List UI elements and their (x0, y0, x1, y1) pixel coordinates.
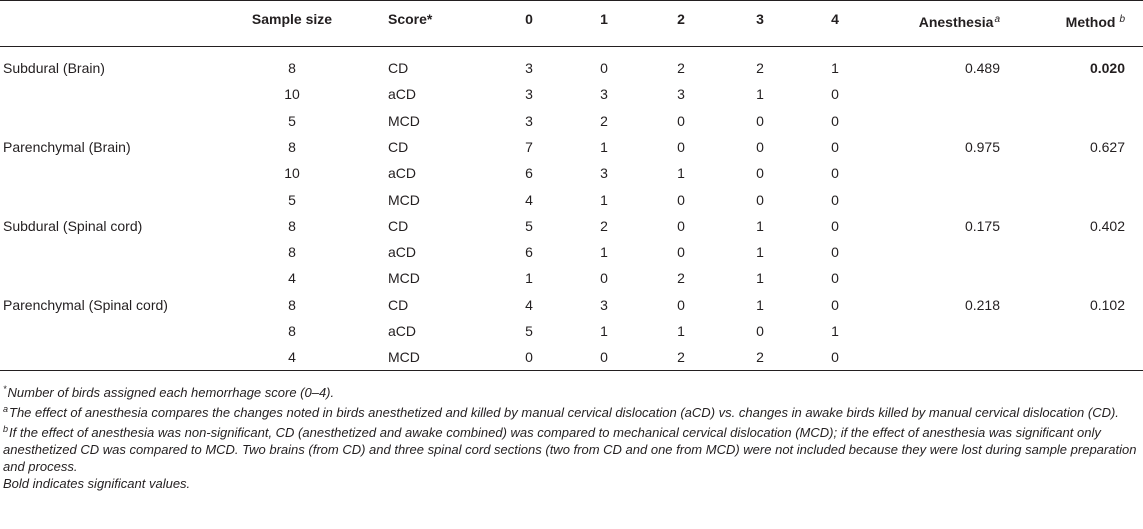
table-footnotes (3, 381, 1139, 492)
cell-score-method: MCD (388, 113, 420, 129)
cell-anesthesia-p: 0.218 (964, 297, 1000, 313)
cell-score-2: 2 (677, 349, 685, 365)
cell-score-1: 1 (600, 244, 608, 260)
cell-score-method: CD (388, 297, 409, 313)
cell-score-4: 0 (831, 192, 839, 208)
table-row (0, 297, 1143, 323)
cell-method-p: 0.627 (1089, 139, 1125, 155)
cell-score-1: 1 (600, 323, 608, 339)
cell-score-3: 1 (756, 297, 764, 313)
cell-score-0: 0 (525, 349, 533, 365)
cell-score-0: 3 (525, 113, 533, 129)
cell-score-method: aCD (388, 165, 417, 181)
table-header-row (0, 11, 1143, 37)
cell-score-0: 6 (525, 244, 533, 260)
cell-sample-size: 5 (288, 192, 296, 208)
cell-score-2: 0 (677, 244, 685, 260)
table-row (0, 60, 1143, 86)
header-score-4: 4 (831, 11, 839, 27)
cell-score-1: 0 (600, 349, 608, 365)
table-row (0, 139, 1143, 165)
cell-score-4: 0 (831, 349, 839, 365)
cell-score-1: 1 (600, 139, 608, 155)
cell-sample-size: 8 (288, 139, 296, 155)
cell-score-0: 5 (525, 323, 533, 339)
cell-score-method: CD (388, 218, 409, 234)
cell-score-3: 1 (756, 244, 764, 260)
footnote-a (3, 401, 1139, 421)
cell-score-2: 0 (677, 113, 685, 129)
cell-sample-size: 8 (288, 244, 296, 260)
cell-sample-size: 8 (288, 323, 296, 339)
header-score: Score* (388, 11, 433, 27)
header-score-3: 3 (756, 11, 764, 27)
cell-score-0: 3 (525, 60, 533, 76)
footnote-a-text: The effect of anesthesia compares the changes noted in birds anesthetized and killed by manual cervical dislocation (aCD) vs. changes in awake birds killed by manual cervical dislocation (CD). (9, 405, 1119, 420)
header-score-2: 2 (677, 11, 685, 27)
cell-score-1: 2 (600, 218, 608, 234)
cell-score-4: 0 (831, 270, 839, 286)
table-top-rule (0, 0, 1143, 1)
cell-score-3: 0 (756, 165, 764, 181)
header-sample-size: Sample size (251, 11, 333, 27)
cell-anesthesia-p: 0.175 (964, 218, 1000, 234)
cell-score-3: 1 (756, 86, 764, 102)
cell-score-1: 1 (600, 192, 608, 208)
cell-sample-label: Parenchymal (Brain) (3, 139, 131, 155)
cell-score-0: 4 (525, 297, 533, 313)
header-score-0: 0 (525, 11, 533, 27)
cell-score-4: 0 (831, 86, 839, 102)
cell-score-1: 0 (600, 60, 608, 76)
footnote-star-mark: * (3, 384, 7, 394)
cell-score-4: 0 (831, 218, 839, 234)
footnote-star-text: Number of birds assigned each hemorrhage score (0–4). (7, 385, 335, 400)
cell-score-2: 1 (677, 323, 685, 339)
cell-method-p: 0.020 (1089, 60, 1125, 76)
footnote-a-mark: a (3, 404, 9, 414)
table-row (0, 165, 1143, 191)
cell-score-method: MCD (388, 192, 420, 208)
cell-score-1: 2 (600, 113, 608, 129)
cell-score-2: 2 (677, 270, 685, 286)
cell-score-3: 0 (756, 323, 764, 339)
cell-score-1: 0 (600, 270, 608, 286)
cell-score-method: MCD (388, 349, 420, 365)
cell-score-0: 4 (525, 192, 533, 208)
cell-score-3: 2 (756, 60, 764, 76)
cell-score-0: 6 (525, 165, 533, 181)
cell-score-2: 3 (677, 86, 685, 102)
cell-score-4: 0 (831, 244, 839, 260)
footnote-star (3, 381, 1139, 401)
cell-score-4: 1 (831, 60, 839, 76)
cell-score-3: 0 (756, 113, 764, 129)
footnote-b (3, 421, 1139, 475)
table-row (0, 192, 1143, 218)
cell-score-3: 1 (756, 218, 764, 234)
cell-sample-size: 8 (288, 297, 296, 313)
footnote-bold-note: Bold indicates significant values. (3, 476, 191, 491)
header-method (1000, 11, 1125, 31)
footnote-b-text: If the effect of anesthesia was non-significant, CD (anesthetized and awake combined) was compared to mechanical cervical dislocation (MCD); if the effect of anesthesia was significant only anesthetized CD was compared to MCD. Two brains (from CD) and three spinal cord sections (two from CD and one from MCD) were not included because they were lost during sample preparation and process. (3, 425, 1137, 474)
cell-method-p: 0.402 (1089, 218, 1125, 234)
cell-score-method: aCD (388, 323, 417, 339)
cell-sample-label: Parenchymal (Spinal cord) (3, 297, 168, 313)
cell-score-method: CD (388, 60, 409, 76)
table-row (0, 323, 1143, 349)
cell-score-3: 1 (756, 270, 764, 286)
cell-sample-label: Subdural (Brain) (3, 60, 105, 76)
cell-score-1: 3 (600, 165, 608, 181)
cell-score-method: aCD (388, 244, 417, 260)
cell-score-2: 0 (677, 218, 685, 234)
cell-anesthesia-p: 0.975 (964, 139, 1000, 155)
cell-sample-size: 8 (288, 218, 296, 234)
header-anesthesia (880, 11, 1000, 31)
table-row (0, 349, 1143, 375)
cell-score-method: MCD (388, 270, 420, 286)
table-row (0, 113, 1143, 139)
cell-score-method: aCD (388, 86, 417, 102)
header-method-label: Method (1065, 14, 1116, 30)
cell-sample-size: 5 (288, 113, 296, 129)
cell-score-4: 0 (831, 139, 839, 155)
cell-score-1: 3 (600, 86, 608, 102)
table-bottom-rule (0, 370, 1143, 371)
cell-score-4: 0 (831, 113, 839, 129)
footnote-b-mark: b (3, 424, 9, 434)
cell-score-method: CD (388, 139, 409, 155)
cell-score-2: 0 (677, 192, 685, 208)
header-method-sup: b (1119, 14, 1125, 25)
cell-score-2: 0 (677, 139, 685, 155)
cell-sample-size: 10 (284, 165, 300, 181)
cell-sample-label: Subdural (Spinal cord) (3, 218, 143, 234)
cell-score-4: 1 (831, 323, 839, 339)
cell-score-3: 0 (756, 192, 764, 208)
cell-sample-size: 4 (288, 349, 296, 365)
cell-score-0: 1 (525, 270, 533, 286)
header-anesthesia-label: Anesthesia (918, 14, 994, 30)
cell-sample-size: 4 (288, 270, 296, 286)
cell-sample-size: 10 (284, 86, 300, 102)
cell-score-1: 3 (600, 297, 608, 313)
cell-score-2: 0 (677, 297, 685, 313)
table-header-rule (0, 46, 1143, 47)
cell-score-0: 7 (525, 139, 533, 155)
cell-score-0: 3 (525, 86, 533, 102)
cell-score-4: 0 (831, 297, 839, 313)
cell-score-0: 5 (525, 218, 533, 234)
table-row (0, 270, 1143, 296)
header-anesthesia-sup: a (994, 14, 1000, 25)
cell-sample-size: 8 (288, 60, 296, 76)
cell-anesthesia-p: 0.489 (964, 60, 1000, 76)
cell-score-3: 0 (756, 139, 764, 155)
cell-score-4: 0 (831, 165, 839, 181)
cell-method-p: 0.102 (1089, 297, 1125, 313)
table-row (0, 218, 1143, 244)
cell-score-2: 2 (677, 60, 685, 76)
table-row (0, 244, 1143, 270)
table-row (0, 86, 1143, 112)
cell-score-2: 1 (677, 165, 685, 181)
header-score-1: 1 (600, 11, 608, 27)
cell-score-3: 2 (756, 349, 764, 365)
